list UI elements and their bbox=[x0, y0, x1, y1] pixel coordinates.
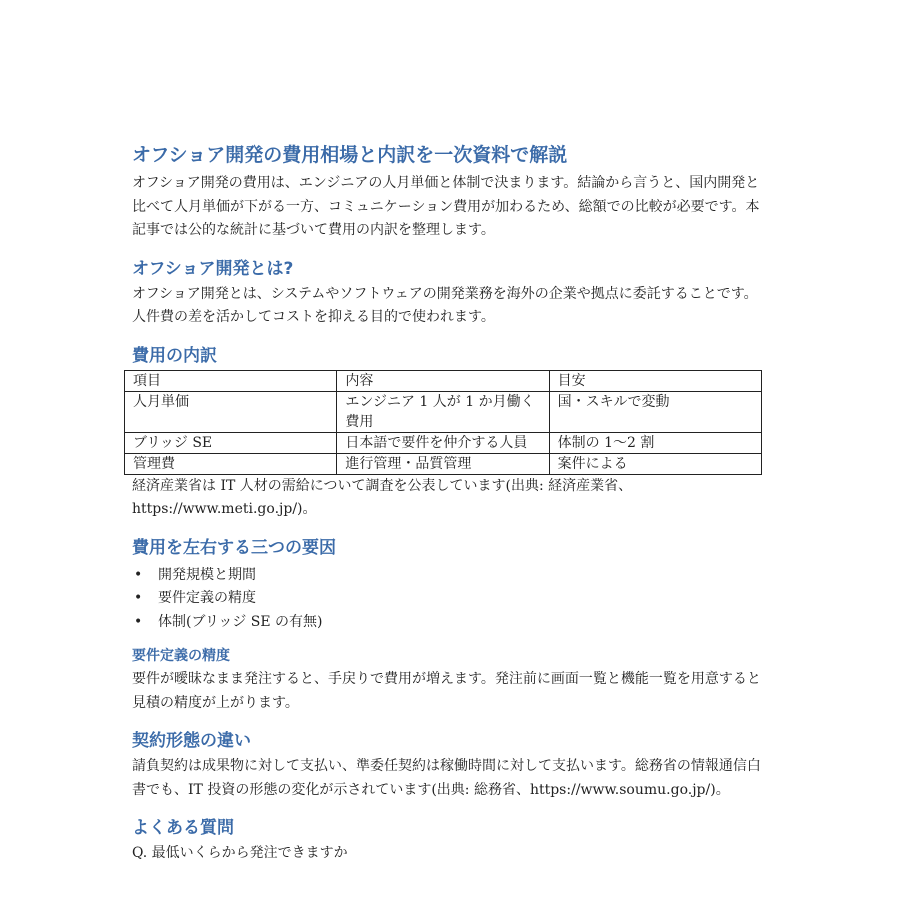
what-is-paragraph: オフショア開発とは、システムやソフトウェアの開発業務を海外の企業や拠点に委託することです。人件費の差を活かしてコストを抑える目的で使われます。 bbox=[132, 285, 758, 325]
table-cell: 進行管理・品質管理 bbox=[337, 453, 549, 474]
source-note-meti: 経済産業省は IT 人材の需給について調査を公表しています(出典: 経済産業省、https://www.meti.go.jp/)。 bbox=[132, 477, 633, 517]
list-item bbox=[132, 587, 768, 611]
table-header-cell: 内容 bbox=[337, 370, 549, 391]
table-cell: 人月単価 bbox=[125, 391, 337, 432]
section-heading-factors: 費用を左右する三つの要因 bbox=[132, 537, 336, 558]
page-title: オフショア開発の費用相場と内訳を一次資料で解説 bbox=[132, 144, 568, 166]
section-heading-what-is: オフショア開発とは? bbox=[132, 258, 294, 279]
factors-list bbox=[132, 564, 768, 635]
table-cell: 国・スキルで変動 bbox=[549, 391, 761, 432]
section-heading-faq: よくある質問 bbox=[132, 818, 234, 838]
cost-breakdown-table bbox=[124, 370, 762, 475]
list-item-text: 要件定義の精度 bbox=[158, 590, 256, 606]
table-row bbox=[125, 453, 762, 474]
table-cell: 体制の 1〜2 割 bbox=[549, 432, 761, 453]
bullet-icon: • bbox=[134, 590, 143, 606]
contract-types-paragraph: 請負契約は成果物に対して支払い、準委任契約は稼働時間に対して支払います。総務省の情報通信白書でも、IT 投資の形態の変化が示されています(出典: 総務省、https://www.soumu.go.jp/)。 bbox=[132, 758, 761, 798]
list-item-text: 体制(ブリッジ SE の有無) bbox=[158, 613, 323, 630]
list-item bbox=[132, 611, 768, 635]
table-header-cell: 項目 bbox=[125, 370, 337, 391]
table-row bbox=[125, 432, 762, 453]
section-heading-contract-types: 契約形態の違い bbox=[132, 731, 251, 751]
list-item bbox=[132, 564, 768, 588]
document-page bbox=[132, 142, 768, 866]
table-row bbox=[125, 391, 762, 432]
intro-paragraph: オフショア開発の費用は、エンジニアの人月単価と体制で決まります。結論から言うと、国内開発と比べて人月単価が下がる一方、コミュニケーション費用が加わるため、総額での比較が必要です。本記事では公的な統計に基づいて費用の内訳を整理します。 bbox=[132, 175, 760, 238]
subsection-heading-requirements: 要件定義の精度 bbox=[132, 648, 230, 664]
bullet-icon: • bbox=[134, 613, 143, 630]
section-heading-cost-breakdown: 費用の内訳 bbox=[132, 345, 217, 366]
table-cell: エンジニア 1 人が 1 か月働く費用 bbox=[337, 391, 549, 432]
requirements-paragraph: 要件が曖昧なまま発注すると、手戻りで費用が増えます。発注前に画面一覧と機能一覧を用意すると見積の精度が上がります。 bbox=[132, 671, 761, 711]
table-header-row bbox=[125, 370, 762, 391]
table-cell: 管理費 bbox=[125, 453, 337, 474]
list-item-text: 開発規模と期間 bbox=[158, 566, 256, 583]
table-cell: ブリッジ SE bbox=[125, 432, 337, 453]
table-header-cell: 目安 bbox=[549, 370, 761, 391]
faq-question: Q. 最低いくらから発注できますか bbox=[132, 845, 348, 861]
table-cell: 日本語で要件を仲介する人員 bbox=[337, 432, 549, 453]
table-cell: 案件による bbox=[549, 453, 761, 474]
bullet-icon: • bbox=[134, 566, 143, 583]
